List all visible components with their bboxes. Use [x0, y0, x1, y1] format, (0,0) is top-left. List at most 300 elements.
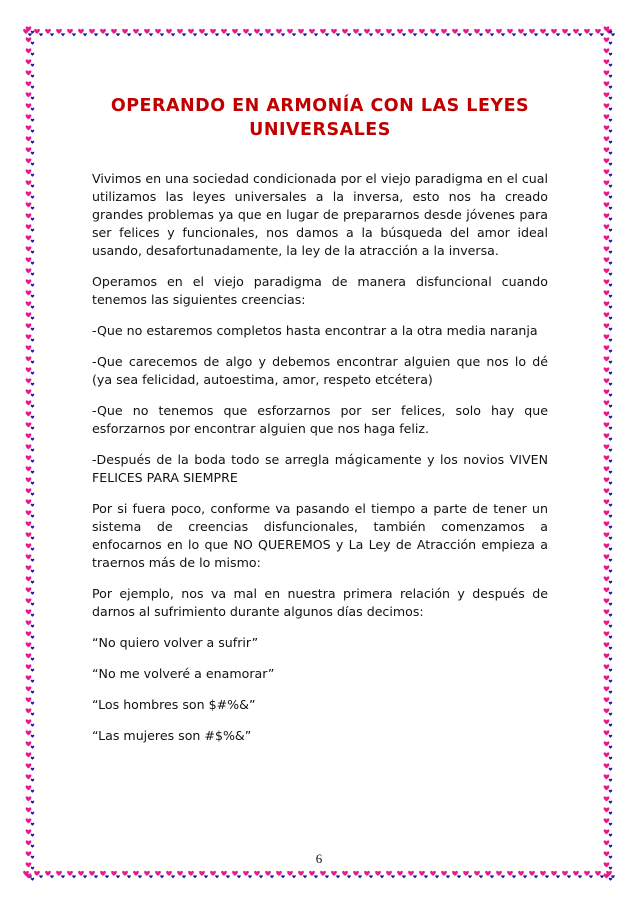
heart-icon [31, 438, 35, 441]
heart-icon [609, 163, 613, 166]
heart-icon [609, 97, 613, 100]
heart-icon [26, 103, 32, 108]
heart-icon [31, 350, 35, 353]
heart-icon [609, 592, 613, 595]
heart-icon [171, 33, 175, 36]
heart-icon [609, 262, 613, 265]
heart-icon [609, 735, 613, 738]
heart-icon [26, 620, 32, 625]
heart-icon [26, 389, 32, 394]
heart-icon [89, 29, 95, 34]
heart-icon [26, 686, 32, 691]
heart-icon [391, 875, 395, 878]
heart-icon [31, 691, 35, 694]
heart-icon [31, 361, 35, 364]
heart-icon [259, 875, 263, 878]
heart-icon [26, 796, 32, 801]
heart-icon [111, 871, 117, 876]
heart-icon [243, 29, 249, 34]
heart-icon [56, 29, 62, 34]
heart-icon [604, 752, 610, 757]
heart-icon [31, 240, 35, 243]
decorative-border-left [22, 24, 38, 882]
heart-icon [26, 37, 32, 42]
heart-icon [94, 33, 98, 36]
heart-icon [26, 675, 32, 680]
heart-icon [609, 141, 613, 144]
heart-icon [259, 33, 263, 36]
heart-icon [604, 257, 610, 262]
heart-icon [31, 526, 35, 529]
heart-icon [609, 394, 613, 397]
heart-icon [540, 29, 546, 34]
heart-icon [604, 345, 610, 350]
heart-icon [413, 875, 417, 878]
heart-icon [604, 389, 610, 394]
heart-icon [609, 207, 613, 210]
heart-icon [31, 625, 35, 628]
heart-icon [342, 29, 348, 34]
heart-icon [138, 33, 142, 36]
heart-icon [26, 411, 32, 416]
heart-icon [210, 29, 216, 34]
heart-icon [609, 218, 613, 221]
heart-icon [609, 559, 613, 562]
heart-icon [122, 871, 128, 876]
heart-icon [604, 202, 610, 207]
heart-icon [26, 807, 32, 812]
heart-icon [31, 185, 35, 188]
heart-icon [270, 875, 274, 878]
heart-icon [100, 871, 106, 876]
heart-icon [215, 875, 219, 878]
heart-icon [31, 207, 35, 210]
heart-icon [155, 871, 161, 876]
heart-icon [604, 433, 610, 438]
heart-icon [609, 295, 613, 298]
heart-icon [397, 29, 403, 34]
heart-icon [26, 147, 32, 152]
heart-icon [26, 356, 32, 361]
heart-icon [604, 488, 610, 493]
heart-icon [105, 33, 109, 36]
heart-icon [309, 871, 315, 876]
heart-icon [609, 405, 613, 408]
heart-icon [402, 875, 406, 878]
heart-icon [609, 185, 613, 188]
heart-icon [358, 875, 362, 878]
heart-icon [144, 871, 150, 876]
heart-icon [609, 680, 613, 683]
heart-icon [320, 871, 326, 876]
heart-icon [347, 33, 351, 36]
heart-icon [26, 422, 32, 427]
body-paragraph: -Después de la boda todo se arregla mágicamente y los novios VIVEN FELICES PARA SIEMPRE [92, 452, 548, 485]
heart-icon [604, 807, 610, 812]
heart-icon [391, 33, 395, 36]
heart-icon [26, 543, 32, 548]
heart-icon [419, 29, 425, 34]
heart-icon [529, 871, 535, 876]
heart-icon [292, 33, 296, 36]
heart-icon [604, 70, 610, 75]
heart-icon [61, 33, 65, 36]
heart-icon [485, 29, 491, 34]
heart-icon [342, 871, 348, 876]
heart-icon [604, 268, 610, 273]
heart-icon [31, 735, 35, 738]
heart-icon [204, 33, 208, 36]
heart-icon [609, 570, 613, 573]
heart-icon [26, 367, 32, 372]
heart-icon [604, 873, 610, 878]
heart-icon [309, 29, 315, 34]
heart-icon [364, 29, 370, 34]
heart-icon [171, 875, 175, 878]
heart-icon [31, 328, 35, 331]
heart-icon [604, 653, 610, 658]
heart-icon [609, 152, 613, 155]
heart-icon [31, 130, 35, 133]
heart-icon [386, 871, 392, 876]
heart-icon [72, 33, 76, 36]
heart-icon [609, 526, 613, 529]
heart-icon [160, 875, 164, 878]
heart-icon [604, 576, 610, 581]
heart-icon [105, 875, 109, 878]
heart-icon [523, 875, 527, 878]
heart-icon [604, 246, 610, 251]
heart-icon [127, 875, 131, 878]
heart-icon [31, 273, 35, 276]
heart-icon [609, 845, 613, 848]
heart-icon [609, 196, 613, 199]
heart-icon [182, 33, 186, 36]
body-paragraph: “Los hombres son $#%&” [92, 697, 256, 712]
heart-icon [463, 29, 469, 34]
heart-icon [31, 306, 35, 309]
heart-icon [609, 372, 613, 375]
heart-icon [609, 823, 613, 826]
heart-icon [31, 581, 35, 584]
heart-icon [199, 871, 205, 876]
heart-icon [221, 29, 227, 34]
heart-icon [31, 119, 35, 122]
heart-icon [496, 871, 502, 876]
heart-icon [281, 875, 285, 878]
heart-icon [31, 339, 35, 342]
heart-icon [26, 92, 32, 97]
heart-icon [31, 812, 35, 815]
heart-icon [26, 279, 32, 284]
heart-icon [609, 834, 613, 837]
heart-icon [26, 312, 32, 317]
heart-icon [609, 801, 613, 804]
heart-icon [31, 460, 35, 463]
heart-icon [336, 875, 340, 878]
heart-icon [353, 871, 359, 876]
heart-icon [26, 136, 32, 141]
heart-icon [380, 33, 384, 36]
heart-icon [441, 29, 447, 34]
heart-icon [45, 871, 51, 876]
heart-icon [210, 871, 216, 876]
heart-icon [551, 871, 557, 876]
heart-icon [31, 702, 35, 705]
heart-icon [479, 875, 483, 878]
heart-icon [604, 554, 610, 559]
heart-icon [545, 33, 549, 36]
heart-icon [609, 416, 613, 419]
heart-icon [31, 31, 35, 34]
heart-icon [573, 871, 579, 876]
heart-icon [562, 871, 568, 876]
heart-icon [314, 33, 318, 36]
heart-icon [78, 29, 84, 34]
heart-icon [26, 719, 32, 724]
heart-icon [199, 29, 205, 34]
heart-icon [507, 29, 513, 34]
heart-icon [430, 871, 436, 876]
heart-icon [604, 774, 610, 779]
heart-icon [26, 565, 32, 570]
heart-icon [149, 33, 153, 36]
heart-icon [26, 510, 32, 515]
heart-icon [468, 33, 472, 36]
heart-icon [496, 29, 502, 34]
heart-icon [155, 29, 161, 34]
heart-icon [604, 191, 610, 196]
heart-icon [26, 213, 32, 218]
heart-icon [609, 669, 613, 672]
heart-icon [320, 29, 326, 34]
heart-icon [604, 59, 610, 64]
heart-icon [26, 48, 32, 53]
heart-icon [604, 620, 610, 625]
heart-icon [604, 675, 610, 680]
heart-icon [518, 871, 524, 876]
heart-icon [604, 708, 610, 713]
heart-icon [604, 147, 610, 152]
heart-icon [578, 875, 582, 878]
heart-icon [604, 829, 610, 834]
heart-icon [609, 460, 613, 463]
heart-icon [31, 823, 35, 826]
heart-icon [26, 70, 32, 75]
heart-icon [215, 33, 219, 36]
heart-icon [26, 323, 32, 328]
heart-icon [31, 284, 35, 287]
heart-icon [604, 521, 610, 526]
heart-icon [26, 741, 32, 746]
heart-icon [26, 730, 32, 735]
heart-icon [26, 840, 32, 845]
heart-icon [604, 697, 610, 702]
heart-icon [31, 427, 35, 430]
heart-icon [31, 141, 35, 144]
heart-icon [490, 875, 494, 878]
heart-icon [31, 317, 35, 320]
heart-icon [609, 867, 613, 870]
heart-icon [419, 871, 425, 876]
heart-icon [609, 273, 613, 276]
heart-icon [31, 680, 35, 683]
heart-icon [26, 59, 32, 64]
heart-icon [375, 29, 381, 34]
heart-icon [609, 427, 613, 430]
heart-icon [375, 871, 381, 876]
heart-icon [254, 871, 260, 876]
heart-icon [604, 631, 610, 636]
heart-icon [609, 757, 613, 760]
heart-icon [604, 125, 610, 130]
heart-icon [31, 603, 35, 606]
heart-icon [397, 871, 403, 876]
decorative-border-right [600, 24, 616, 882]
heart-icon [31, 493, 35, 496]
heart-icon [314, 875, 318, 878]
heart-icon [604, 81, 610, 86]
body-paragraph: “Las mujeres son #$%&” [92, 728, 252, 743]
heart-icon [604, 26, 610, 31]
heart-icon [556, 875, 560, 878]
heart-icon [26, 587, 32, 592]
heart-icon [609, 251, 613, 254]
heart-icon [609, 53, 613, 56]
heart-icon [609, 240, 613, 243]
heart-icon [435, 33, 439, 36]
heart-icon [604, 169, 610, 174]
page-title: OPERANDO EN ARMONÍA CON LAS LEYES UNIVERSALES [110, 96, 530, 140]
heart-icon [609, 86, 613, 89]
heart-icon [39, 875, 43, 878]
body-paragraph: -Que no tenemos que esforzarnos por ser felices, solo hay que esforzarnos por encontrar alguien que nos haga feliz. [92, 403, 548, 436]
heart-icon [604, 92, 610, 97]
heart-icon [149, 875, 153, 878]
page-content [92, 94, 548, 758]
heart-icon [26, 268, 32, 273]
heart-icon [31, 152, 35, 155]
heart-icon [26, 631, 32, 636]
heart-icon [31, 97, 35, 100]
heart-icon [287, 29, 293, 34]
heart-icon [507, 871, 513, 876]
heart-icon [518, 29, 524, 34]
heart-icon [31, 757, 35, 760]
heart-icon [490, 33, 494, 36]
heart-icon [609, 878, 613, 881]
heart-icon [584, 871, 590, 876]
heart-icon [31, 878, 35, 881]
heart-icon [26, 224, 32, 229]
heart-icon [604, 455, 610, 460]
heart-icon [89, 871, 95, 876]
heart-icon [604, 334, 610, 339]
heart-icon [604, 730, 610, 735]
heart-icon [604, 840, 610, 845]
heart-icon [556, 33, 560, 36]
heart-icon [512, 875, 516, 878]
heart-icon [540, 871, 546, 876]
decorative-border-top [22, 24, 616, 40]
heart-icon [160, 33, 164, 36]
heart-icon [221, 871, 227, 876]
heart-icon [232, 29, 238, 34]
body-paragraph: -Que carecemos de algo y debemos encontrar alguien que nos lo dé (ya sea felicidad, autoestima, amor, respeto etcétera) [92, 354, 548, 387]
heart-icon [452, 871, 458, 876]
heart-icon [188, 29, 194, 34]
heart-icon [26, 763, 32, 768]
heart-icon [26, 180, 32, 185]
heart-icon [26, 576, 32, 581]
heart-icon [67, 871, 73, 876]
heart-icon [144, 29, 150, 34]
heart-icon [248, 875, 252, 878]
heart-icon [463, 871, 469, 876]
heart-icon [604, 323, 610, 328]
heart-icon [402, 33, 406, 36]
heart-icon [604, 719, 610, 724]
heart-icon [609, 515, 613, 518]
heart-icon [534, 875, 538, 878]
heart-icon [408, 29, 414, 34]
heart-icon [604, 356, 610, 361]
heart-icon [609, 779, 613, 782]
heart-icon [604, 477, 610, 482]
heart-icon [276, 29, 282, 34]
body-paragraph: “No me volveré a enamorar” [92, 666, 275, 681]
heart-icon [45, 29, 51, 34]
heart-icon [31, 867, 35, 870]
heart-icon [604, 785, 610, 790]
heart-icon [31, 405, 35, 408]
heart-icon [26, 653, 32, 658]
heart-icon [609, 691, 613, 694]
heart-icon [26, 818, 32, 823]
heart-icon [609, 713, 613, 716]
heart-icon [589, 33, 593, 36]
heart-icon [369, 33, 373, 36]
heart-icon [609, 658, 613, 661]
heart-icon [292, 875, 296, 878]
heart-icon [31, 669, 35, 672]
page-number: 6 [315, 851, 323, 866]
heart-icon [609, 449, 613, 452]
heart-icon [39, 33, 43, 36]
heart-icon [26, 664, 32, 669]
heart-icon [604, 686, 610, 691]
heart-icon [26, 246, 32, 251]
heart-icon [204, 875, 208, 878]
heart-icon [31, 713, 35, 716]
heart-icon [26, 785, 32, 790]
heart-icon [270, 33, 274, 36]
heart-icon [127, 33, 131, 36]
heart-icon [31, 394, 35, 397]
heart-icon [26, 752, 32, 757]
heart-icon [83, 33, 87, 36]
heart-icon [604, 378, 610, 383]
heart-icon [534, 33, 538, 36]
heart-icon [604, 224, 610, 229]
heart-icon [604, 587, 610, 592]
heart-icon [237, 33, 241, 36]
heart-icon [609, 790, 613, 793]
heart-icon [424, 33, 428, 36]
heart-icon [138, 875, 142, 878]
heart-icon [609, 636, 613, 639]
heart-icon [31, 372, 35, 375]
